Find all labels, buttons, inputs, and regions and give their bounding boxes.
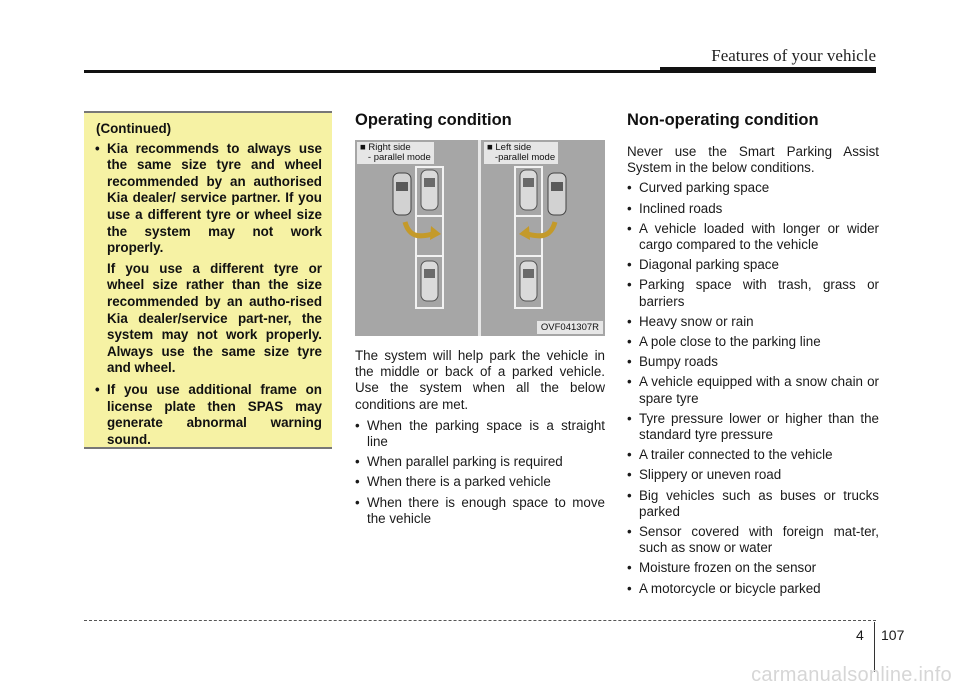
operating-heading: Operating condition [355,111,512,129]
figure-code: OVF041307R [537,321,603,334]
continued-label: (Continued) [96,121,172,136]
chapter-number: 4 [856,627,864,643]
parking-diagram [355,140,605,336]
list-item: • Inclined roads [627,201,879,217]
list-item: • Parking space with trash, grass or barriers [627,277,879,309]
non-operating-heading: Non-operating condition [627,111,819,129]
list-item: • Big vehicles such as buses or trucks parked [627,488,879,520]
caution-box [84,111,332,449]
non-operating-intro: Never use the Smart Parking Assist System in the below conditions. [627,144,879,176]
header-rule [84,70,876,73]
section-title: Features of your vehicle [711,46,876,65]
right-side-panel [393,167,443,308]
site-watermark: carmanualsonline.info [751,664,952,686]
caution-item-tyre-size [92,141,322,377]
right-side-mode-label: ■ Right side - parallel mode [357,142,434,164]
operating-conditions-list [355,418,605,527]
left-side-panel [515,167,566,308]
left-side-mode-label: ■ Left side -parallel mode [484,142,558,164]
footer-rule [84,620,876,622]
list-item: • Curved parking space [627,180,879,196]
list-item: • Slippery or uneven road [627,467,879,483]
caution-item-subtext: If you use a different tyre or wheel size rather than the size recommended by an autho-rised Kia dealer/service part-ner, the system may not work properly. Always use the same size tyre and wheel. [107,260,322,376]
list-item: • A vehicle loaded with longer or wider cargo compared to the vehicle [627,221,879,253]
list-item: • A vehicle equipped with a snow chain or spare tyre [627,374,879,406]
list-item: • Diagonal parking space [627,257,879,273]
caution-item-license-frame [92,382,322,448]
caution-item-text: If you use additional frame on license plate then SPAS may generate abnormal warning sound. [107,381,322,447]
list-item: • When there is enough space to move the vehicle [355,495,605,527]
list-item: • Bumpy roads [627,354,879,370]
list-item: • A motorcycle or bicycle parked [627,581,879,597]
caution-item-text: Kia recommends to always use the same size tyre and wheel recommended by an authorised Kia dealer/ service partner. If you use a different tyre or wheel size the system may not work properly. [107,140,322,256]
page-number: 107 [881,627,905,643]
non-operating-condition-section [627,111,879,601]
list-item: • A trailer connected to the vehicle [627,447,879,463]
parking-mode-illustration [355,140,605,336]
list-item: • Sensor covered with foreign mat-ter, such as snow or water [627,524,879,556]
list-item: • Heavy snow or rain [627,314,879,330]
list-item: • A pole close to the parking line [627,334,879,350]
non-operating-conditions-list [627,180,879,596]
list-item: • When parallel parking is required [355,454,605,470]
list-item: • Tyre pressure lower or higher than the standard tyre pressure [627,411,879,443]
operating-condition-section [355,111,605,531]
list-item: • When there is a parked vehicle [355,474,605,490]
list-item: • Moisture frozen on the sensor [627,560,879,576]
operating-intro: The system will help park the vehicle in the middle or back of a parked vehicle. Use the system when all the below conditions are met. [355,348,605,412]
list-item: • When the parking space is a straight line [355,418,605,450]
